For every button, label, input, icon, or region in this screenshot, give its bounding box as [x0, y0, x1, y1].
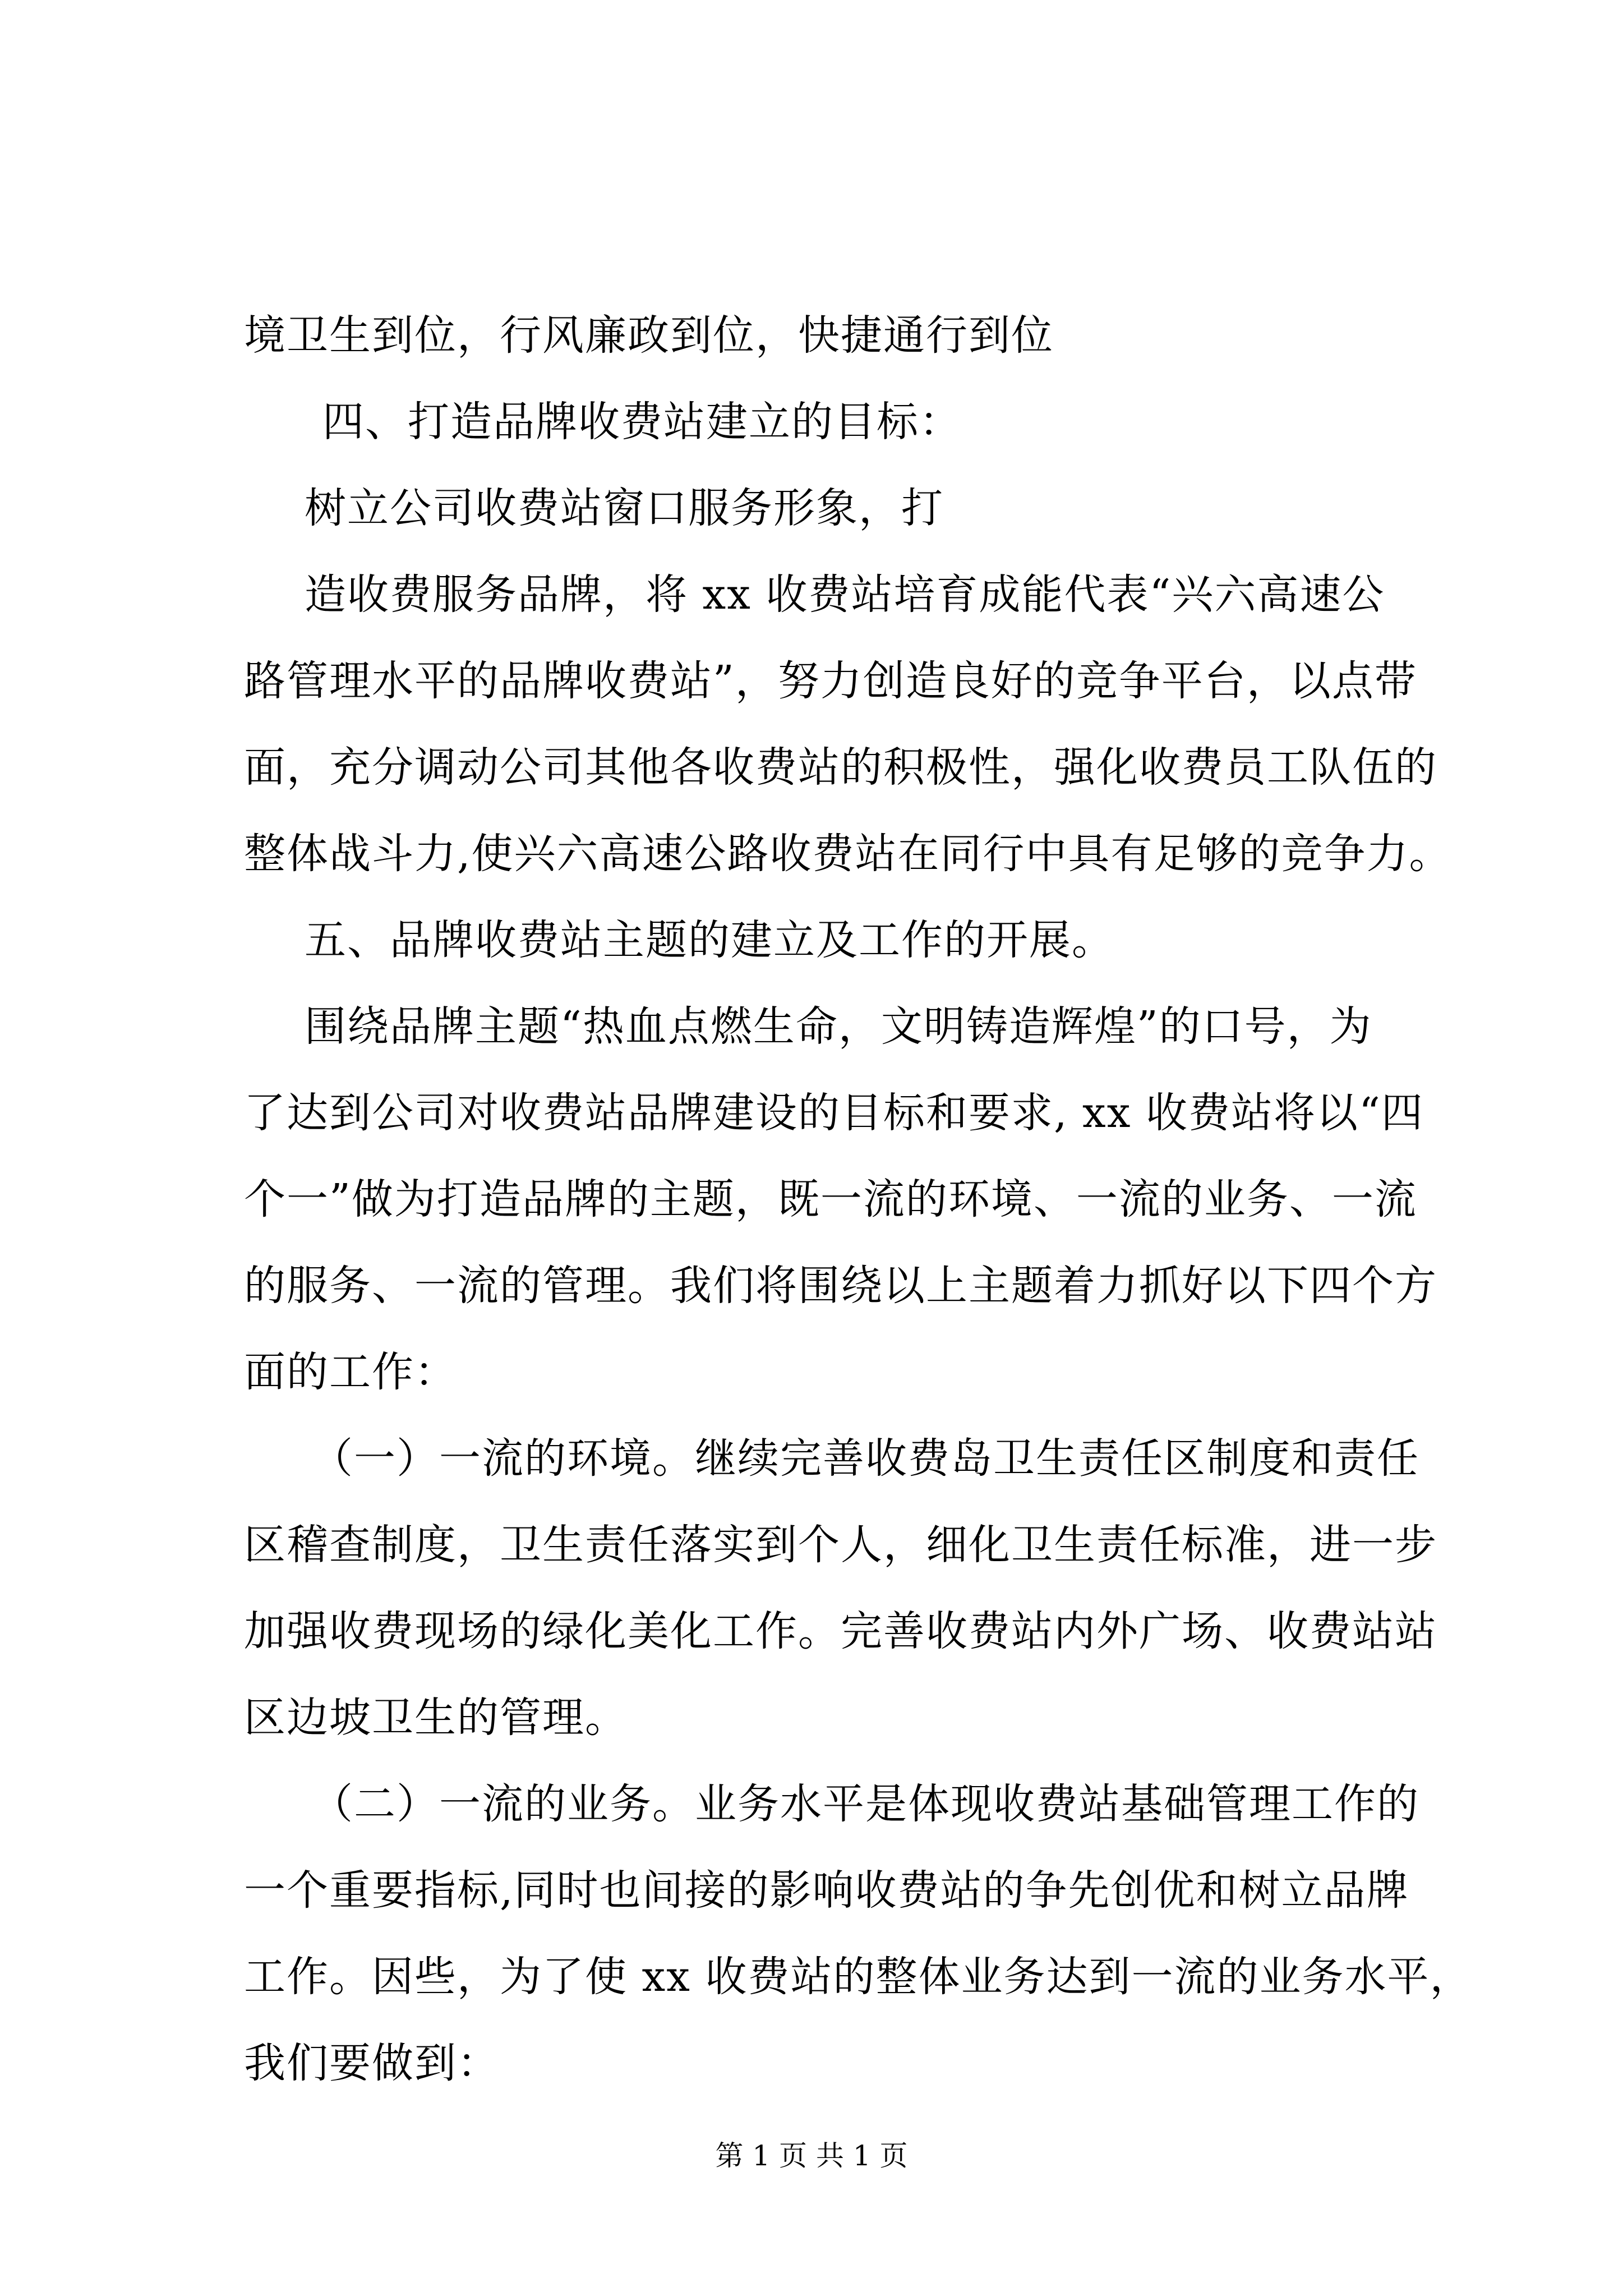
- text-line: 境卫生到位，行风廉政到位，快捷通行到位: [244, 311, 1054, 360]
- text-line: 工作。因些，为了使 xx 收费站的整体业务达到一流的业务水平，: [244, 1953, 1473, 2001]
- page-footer: 第 1 页 共 1 页: [715, 2139, 908, 2172]
- text-line: 区稽查制度，卫生责任落实到个人，细化卫生责任标准，进一步: [244, 1521, 1437, 1569]
- text-line: 面，充分调动公司其他各收费站的积极性，强化收费员工队伍的: [244, 743, 1437, 792]
- text-line: 加强收费现场的绿化美化工作。完善收费站内外广场、收费站站: [244, 1607, 1437, 1655]
- text-line: 一个重要指标,同时也间接的影响收费站的争先创优和树立品牌: [244, 1866, 1409, 1915]
- section-heading-5: 五、品牌收费站主题的建立及工作的开展。: [305, 916, 1114, 964]
- subsection-1-line: （一）一流的环境。继续完善收费岛卫生责任区制度和责任: [311, 1434, 1419, 1483]
- text-line: 区边坡卫生的管理。: [244, 1694, 628, 1742]
- text-line: 造收费服务品牌，将 xx 收费站培育成能代表“兴六高速公: [305, 570, 1385, 619]
- text-line: 了达到公司对收费站品牌建设的目标和要求, xx 收费站将以“四: [244, 1089, 1424, 1137]
- subsection-2-line: （二）一流的业务。业务水平是体现收费站基础管理工作的: [311, 1780, 1419, 1828]
- text-line: 我们要做到：: [244, 2039, 500, 2087]
- text-line: 整体战斗力,使兴六高速公路收费站在同行中具有足够的竞争力。: [244, 830, 1452, 878]
- text-line: 路管理水平的品牌收费站”，努力创造良好的竞争平台，以点带: [244, 657, 1417, 705]
- text-line: 的服务、一流的管理。我们将围绕以上主题着力抓好以下四个方: [244, 1262, 1437, 1310]
- text-line: 围绕品牌主题“热血点燃生命，文明铸造辉煌”的口号，为: [305, 1002, 1372, 1051]
- text-line: 面的工作：: [244, 1348, 457, 1396]
- text-line: 树立公司收费站窗口服务形象，打: [305, 484, 944, 532]
- text-line: 个一”做为打造品牌的主题，既一流的环境、一流的业务、一流: [244, 1175, 1417, 1223]
- section-heading-4: 四、打造品牌收费站建立的目标：: [322, 398, 962, 446]
